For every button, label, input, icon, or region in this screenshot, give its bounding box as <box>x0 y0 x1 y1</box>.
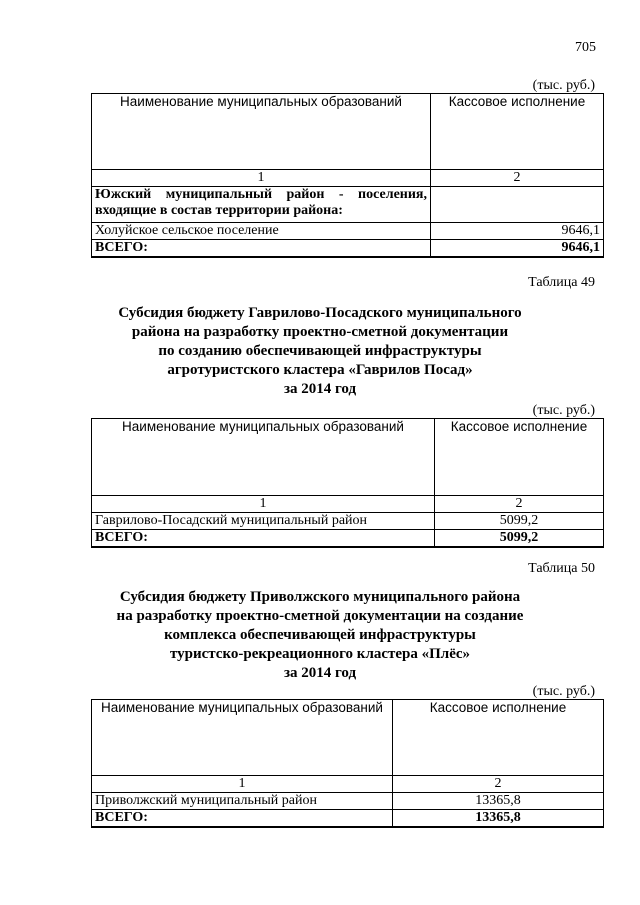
total-label: ВСЕГО: <box>92 240 431 258</box>
title-line: комплекса обеспечивающей инфраструктуры <box>164 627 476 643</box>
total-row <box>92 810 604 828</box>
total-label: ВСЕГО: <box>92 810 393 828</box>
total-value: 13365,8 <box>393 810 604 828</box>
header-value: Кассовое исполнение <box>435 419 604 496</box>
row-value: 5099,2 <box>435 513 604 530</box>
group-row <box>92 187 431 223</box>
col-number-2: 2 <box>393 776 604 793</box>
title-line: Субсидия бюджету Гаврилово-Посадского муниципального <box>118 305 522 321</box>
col-number-2: 2 <box>435 496 604 513</box>
title-line: за 2014 год <box>283 665 357 681</box>
table-row <box>92 793 604 810</box>
row-name: Приволжский муниципальный район <box>92 793 393 810</box>
page-number: 705 <box>575 40 596 55</box>
table-49-label: Таблица 49 <box>528 275 595 290</box>
total-label: ВСЕГО: <box>92 530 435 548</box>
col-number-1: 1 <box>92 170 431 187</box>
col-number-1: 1 <box>92 776 393 793</box>
col-number-1: 1 <box>92 496 435 513</box>
header-value: Кассовое исполнение <box>393 700 604 776</box>
title-line: за 2014 год <box>283 381 357 397</box>
row-name: Холуйское сельское поселение <box>92 223 431 240</box>
row-value: 13365,8 <box>393 793 604 810</box>
group-row-value <box>431 187 604 223</box>
header-value: Кассовое исполнение <box>431 94 604 170</box>
title-line: агротуристского кластера «Гаврилов Посад» <box>167 362 473 378</box>
col-number-2: 2 <box>431 170 604 187</box>
header-name: Наименование муниципальных образований <box>92 94 431 170</box>
table-49 <box>91 418 604 548</box>
table-south <box>91 93 604 258</box>
title-line: на разработку проектно-сметной документации на создание <box>116 608 524 624</box>
header-name: Наименование муниципальных образований <box>92 700 393 776</box>
units-label-50: (тыс. руб.) <box>532 684 595 699</box>
table-50 <box>91 699 604 828</box>
units-label-49: (тыс. руб.) <box>532 403 595 418</box>
table-50-title <box>60 588 580 683</box>
row-name: Гаврилово-Посадский муниципальный район <box>92 513 435 530</box>
title-line: туристско-рекреационного кластера «Плёс» <box>169 646 471 662</box>
title-line: по созданию обеспечивающей инфраструктуры <box>158 343 482 359</box>
total-value: 9646,1 <box>431 240 604 258</box>
group-line-1: Южский муниципальный район - поселения, <box>95 187 427 202</box>
title-line: Субсидия бюджету Приволжского муниципального района <box>119 589 521 605</box>
table-row <box>92 223 604 240</box>
title-line: района на разработку проектно-сметной документации <box>131 324 509 340</box>
header-name: Наименование муниципальных образований <box>92 419 435 496</box>
table-49-title <box>60 304 580 399</box>
row-value: 9646,1 <box>431 223 604 240</box>
table-row <box>92 513 604 530</box>
table-50-label: Таблица 50 <box>528 561 595 576</box>
group-line-2: входящие в состав территории района: <box>95 203 343 218</box>
units-label-1: (тыс. руб.) <box>532 78 595 93</box>
total-row <box>92 240 604 258</box>
total-row <box>92 530 604 548</box>
total-value: 5099,2 <box>435 530 604 548</box>
